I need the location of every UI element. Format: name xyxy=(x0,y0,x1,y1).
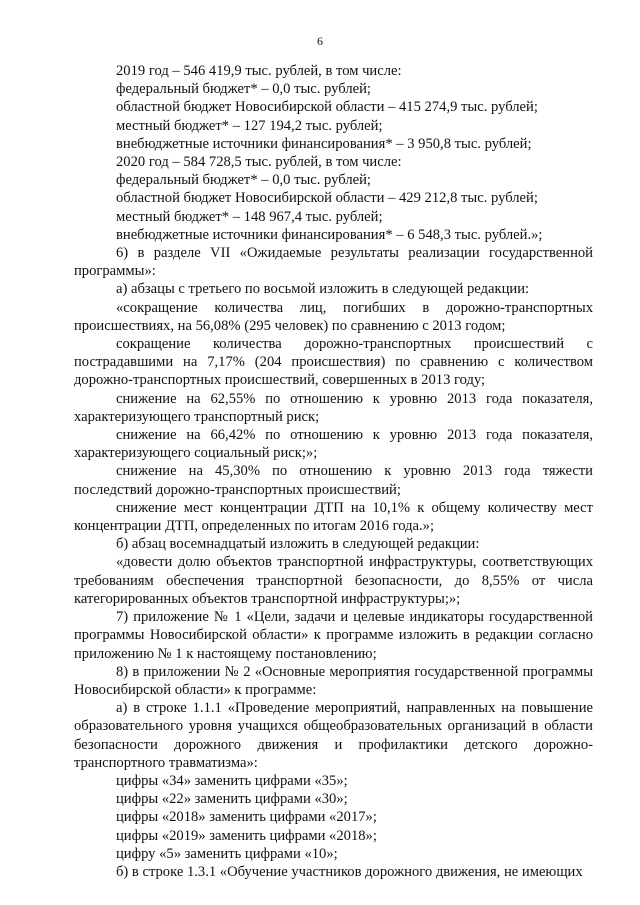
paragraph: местный бюджет* – 127 194,2 тыс. рублей; xyxy=(116,117,383,134)
paragraph: снижение на 66,42% по отношению к уровню 2013 года показателя, характеризующего социальный риск;»; xyxy=(74,427,593,462)
paragraph: 2020 год – 584 728,5 тыс. рублей, в том числе: xyxy=(116,154,402,171)
paragraph: снижение на 62,55% по отношению к уровню 2013 года показателя, характеризующего транспортный риск; xyxy=(74,390,593,425)
document-body xyxy=(74,62,593,881)
paragraph: 2019 год – 546 419,9 тыс. рублей, в том числе: xyxy=(116,63,402,79)
paragraph: цифры «22» заменить цифрами «30»; xyxy=(116,791,348,808)
paragraph: б) в строке 1.3.1 «Обучение участников дорожного движения, не имеющих xyxy=(116,863,583,880)
paragraph: федеральный бюджет* – 0,0 тыс. рублей; xyxy=(116,81,371,98)
paragraph: областной бюджет Новосибирской области – 429 212,8 тыс. рублей; xyxy=(116,190,538,207)
paragraph: сокращение количества дорожно-транспортных происшествий с пострадавшими на 7,17% (204 происшествия) по сравнению с количеством дорожно-транспортных происшествий, совершенных в 2013 году; xyxy=(74,336,593,389)
paragraph: внебюджетные источники финансирования* – 6 548,3 тыс. рублей.»; xyxy=(116,226,543,243)
paragraph: «довести долю объектов транспортной инфраструктуры, соответствующих требованиям обеспечения транспортной безопасности, до 8,55% от числа категорированных объектов транспортной инфраструктуры;»; xyxy=(74,554,593,607)
paragraph: областной бюджет Новосибирской области – 415 274,9 тыс. рублей; xyxy=(116,99,538,116)
paragraph: цифры «2018» заменить цифрами «2017»; xyxy=(116,809,377,826)
paragraph: а) абзацы с третьего по восьмой изложить в следующей редакции: xyxy=(116,281,530,298)
paragraph: б) абзац восемнадцатый изложить в следующей редакции: xyxy=(116,536,480,553)
paragraph: снижение на 45,30% по отношению к уровню 2013 года тяжести последствий дорожно-транспортных происшествий; xyxy=(74,463,593,498)
paragraph: цифру «5» заменить цифрами «10»; xyxy=(116,845,338,862)
paragraph: 8) в приложении № 2 «Основные мероприятия государственной программы Новосибирской области» к программе: xyxy=(74,663,593,698)
paragraph: «сокращение количества лиц, погибших в дорожно-транспортных происшествиях, на 56,08% (295 человек) по сравнению с 2013 годом; xyxy=(74,299,593,334)
paragraph: внебюджетные источники финансирования* – 3 950,8 тыс. рублей; xyxy=(116,135,532,152)
paragraph: 7) приложение № 1 «Цели, задачи и целевые индикаторы государственной программы Новосибирской области» к программе изложить в редакции согласно приложению № 1 к настоящему постановлению; xyxy=(74,609,593,662)
paragraph: а) в строке 1.1.1 «Проведение мероприятий, направленных на повышение образовательного уровня учащихся общеобразовательных организаций в области безопасности дорожного движения и профилактики детского дорожно-транспортного травматизма»: xyxy=(74,700,593,771)
paragraph: местный бюджет* – 148 967,4 тыс. рублей; xyxy=(116,208,383,225)
paragraph: 6) в разделе VII «Ожидаемые результаты реализации государственной программы»: xyxy=(74,245,593,280)
paragraph: цифры «34» заменить цифрами «35»; xyxy=(116,772,348,789)
page-number: 6 xyxy=(317,34,323,48)
paragraph: федеральный бюджет* – 0,0 тыс. рублей; xyxy=(116,172,371,189)
paragraph: снижение мест концентрации ДТП на 10,1% к общему количеству мест концентрации ДТП, определенных по итогам 2016 года.»; xyxy=(74,499,593,535)
paragraph: цифры «2019» заменить цифрами «2018»; xyxy=(116,827,377,844)
